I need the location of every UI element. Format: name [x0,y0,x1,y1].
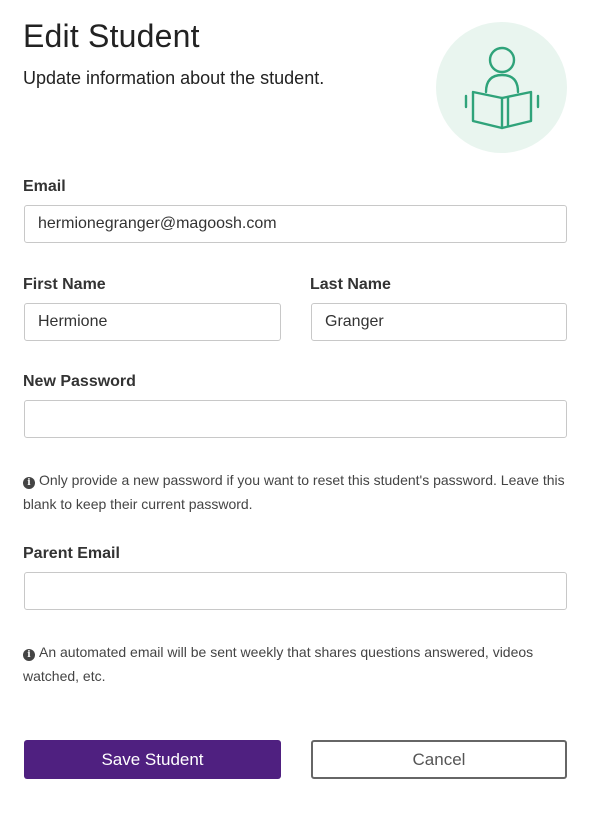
parent-email-label: Parent Email [23,545,120,562]
cancel-button[interactable]: Cancel [311,740,567,779]
password-help-message: Only provide a new password if you want to reset this student's password. Leave this blank to keep their current password. [23,472,565,512]
new-password-label: New Password [23,373,136,390]
first-name-label: First Name [23,276,106,293]
parent-email-help-text [23,640,568,688]
email-input[interactable] [24,205,567,243]
info-icon: i [23,477,35,489]
first-name-input[interactable] [24,303,281,341]
page-title: Edit Student [23,18,200,54]
last-name-label: Last Name [310,276,391,293]
parent-email-help-message: An automated email will be sent weekly that shares questions answered, videos watched, etc. [23,644,534,684]
password-help-text [23,468,568,516]
last-name-input[interactable] [311,303,567,341]
info-icon: i [23,649,35,661]
page-subtitle: Update information about the student. [23,68,325,88]
new-password-input[interactable] [24,400,567,438]
save-student-button[interactable]: Save Student [24,740,281,779]
email-label: Email [23,178,66,195]
student-reading-book-icon [436,22,567,153]
parent-email-input[interactable] [24,572,567,610]
